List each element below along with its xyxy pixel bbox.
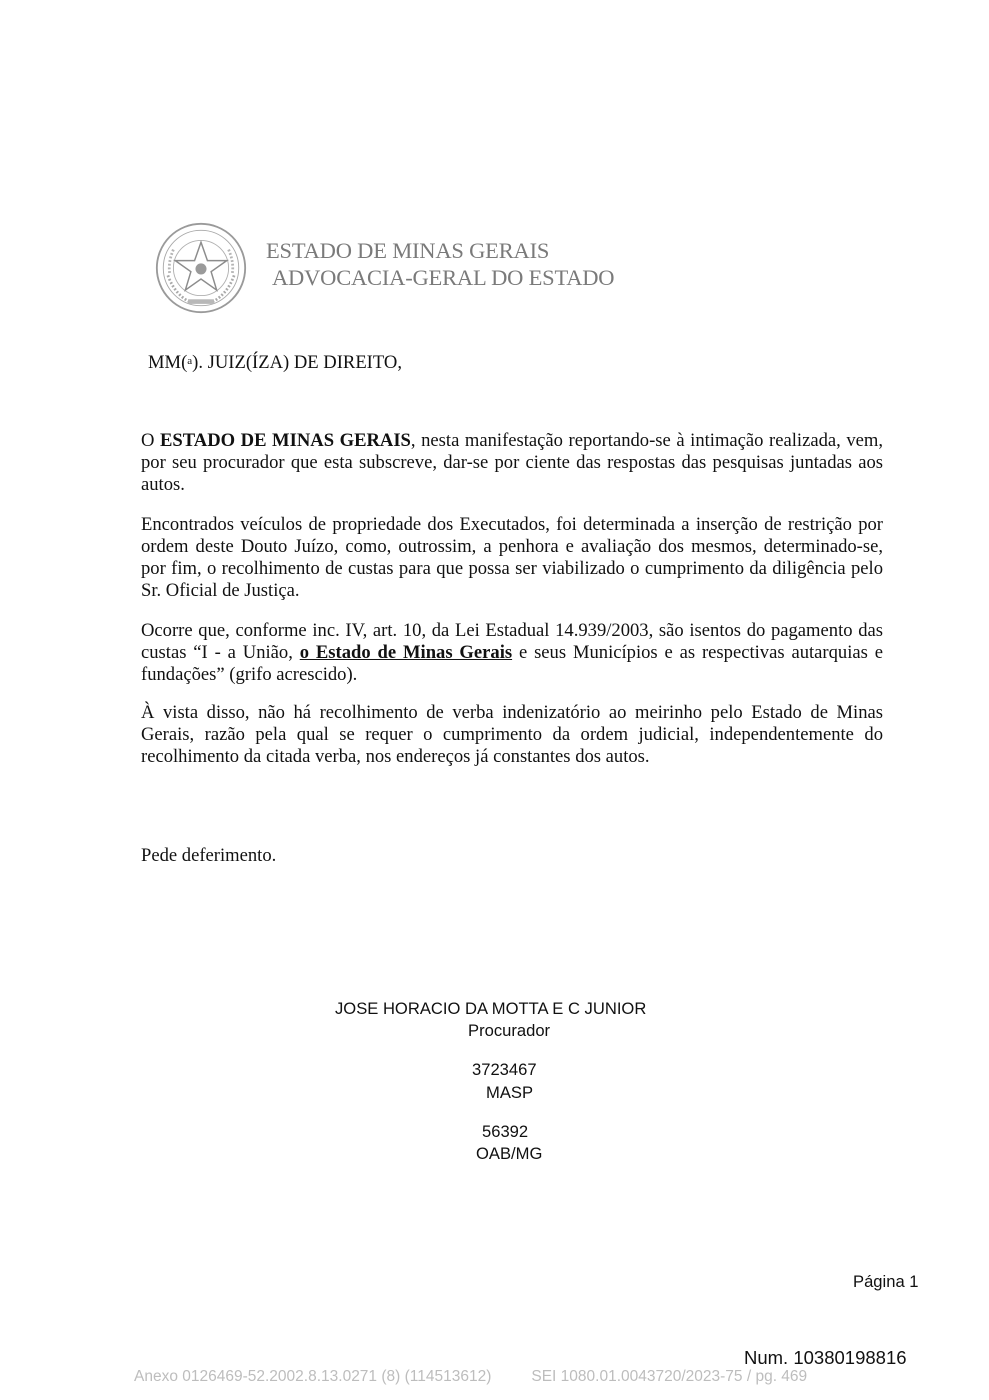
salutation-suffix: ). JUIZ(ÍZA) DE DIREITO, (192, 352, 402, 373)
coat-of-arms-seal-icon (155, 222, 247, 314)
footer-sei-reference: SEI 1080.01.0043720/2023-75 / pg. 469 (531, 1368, 808, 1385)
oab-label: OAB/MG (476, 1144, 543, 1163)
signatory-name: JOSE HORACIO DA MOTTA E C JUNIOR (335, 999, 647, 1018)
letterhead-agency-name: ADVOCACIA-GERAL DO ESTADO (272, 265, 615, 290)
paragraph-1 (141, 430, 883, 496)
p1-rest: , nesta manifestação reportando-se à intimação realizada, vem, por seu procurador que esta subscreve, dar-se por ciente das respostas das pesquisas juntadas aos autos. (141, 430, 884, 495)
salutation (148, 352, 402, 374)
page-number: Página 1 (853, 1272, 919, 1291)
footer-annex-reference: Anexo 0126469-52.2002.8.13.0271 (8) (114513612) (134, 1368, 492, 1385)
salutation-superscript: a (187, 355, 193, 367)
signatory-role: Procurador (468, 1021, 551, 1040)
masp-label: MASP (486, 1083, 534, 1102)
paragraph-2: Encontrados veículos de propriedade dos Executados, foi determinada a inserção de restrição por ordem deste Douto Juízo, como, outrossim, a penhora e avaliação dos mesmos, determinado-se, por fim, o recolhimento de custas para que possa ser viabilizado o cumprimento da diligência pelo Sr. Oficial de Justiça. (141, 514, 883, 601)
letterhead-state-name: ESTADO DE MINAS GERAIS (266, 238, 550, 263)
footer (134, 1368, 807, 1386)
paragraph-4: À vista disso, não há recolhimento de verba indenizatório ao meirinho pelo Estado de Minas Gerais, razão pela qual se requer o cumprimento da ordem judicial, independentemente do recolhimento da citada verba, nos endereços já constantes dos autos. (141, 702, 883, 767)
p1-bold-party: ESTADO DE MINAS GERAIS (160, 430, 411, 451)
p3-emphasis: o Estado de Minas Gerais (299, 642, 513, 663)
closing-request: Pede deferimento. (141, 845, 277, 866)
masp-number: 3723467 (472, 1060, 537, 1079)
p1-start: O (141, 430, 160, 451)
paragraph-3 (141, 620, 883, 686)
salutation-prefix: MM( (148, 352, 188, 373)
p3-start: Ocorre que, conforme inc. IV, art. 10, da Lei Estadual 14.939/2003, são isentos do pagamento das custas “I - a União, (141, 620, 883, 663)
p3-rest: e seus Municípios e as respectivas autarquias e fundações” (grifo acrescido). (141, 642, 883, 685)
oab-number: 56392 (482, 1122, 529, 1141)
document-number: Num. 10380198816 (744, 1347, 907, 1368)
